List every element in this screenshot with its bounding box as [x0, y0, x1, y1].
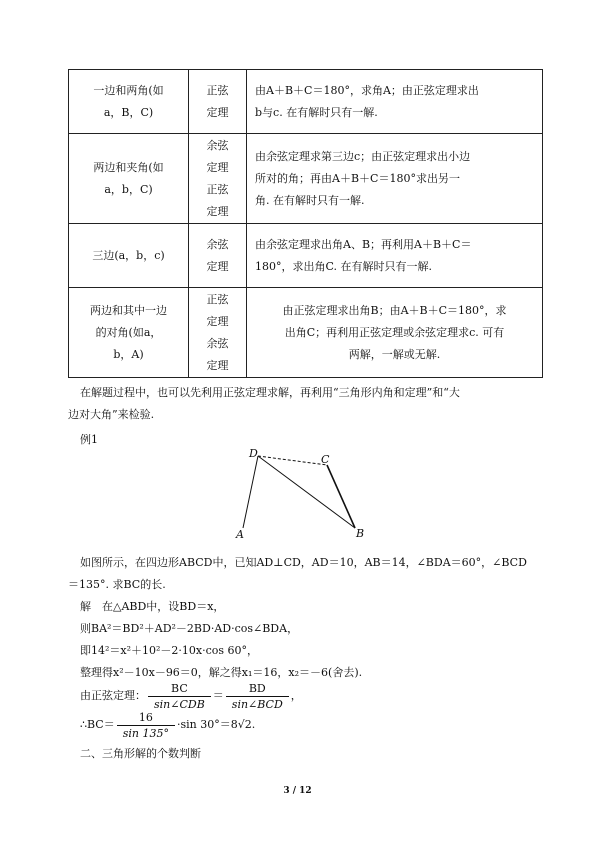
- method-cell: 由余弦定理求出角A、B；再利用A＋B＋C＝ 180°，求出角C. 在有解时只有一解.: [247, 224, 543, 288]
- method-cell: 由正弦定理求出角B；由A＋B＋C＝180°，求 出角C；再利用正弦定理或余弦定理求c. 可有 两解，一解或无解.: [247, 288, 543, 378]
- condition-cell: 两边和夹角(如 a，b，C): [69, 134, 189, 224]
- vertex-label-d: D: [249, 447, 258, 460]
- edge-cb: [327, 465, 355, 528]
- fraction: $\frac{BD}{\text{sin∠BCD}}$: [226, 681, 289, 712]
- method-cell: 由余弦定理求第三边c；由正弦定理求出小边 所对的角；再由A＋B＋C＝180°求出另一 角. 在有解时只有一解.: [247, 134, 543, 224]
- sine-law-equation: 由正弦定理： $\frac{BC}{\text{sin∠CDB}}$ ＝ $\frac{BD}{\text{sin∠BCD}}$ ，: [80, 681, 302, 711]
- edge-da: [243, 456, 258, 528]
- solution-line-4: 整理得x²－10x－96＝0，解之得x₁＝16，x₂＝－6(舍去).: [80, 666, 363, 679]
- solution-line-1: 解 在△ABD中，设BD＝x，: [80, 600, 225, 613]
- table-row: [69, 288, 543, 378]
- law-cell: 余弦 定理 正弦 定理: [189, 134, 247, 224]
- page-number: 3 / 12: [283, 786, 312, 796]
- vertex-label-a: A: [236, 528, 244, 541]
- quadrilateral-figure: [225, 444, 375, 544]
- vertex-label-b: B: [356, 527, 365, 540]
- law-cell: 余弦 定理: [189, 224, 247, 288]
- bc-result-equation: ∴BC＝ $\frac{16}{\sin 135^\circ}$ ·sin 30°＝8√2.: [80, 710, 256, 740]
- fraction: $\frac{BC}{\text{sin∠CDB}}$: [148, 681, 211, 712]
- law-cell: 正弦 定理 余弦 定理: [189, 288, 247, 378]
- edge-db: [258, 456, 355, 528]
- law-cell: 正弦 定理: [189, 70, 247, 134]
- example-label: 例1: [80, 433, 98, 446]
- table-row: [69, 134, 543, 224]
- solution-line-2: 则BA²＝BD²＋AD²－2BD·AD·cos∠BDA，: [80, 622, 299, 635]
- condition-cell: 两边和其中一边 的对角(如a， b，A): [69, 288, 189, 378]
- vertex-label-c: C: [321, 453, 330, 466]
- condition-cell: 三边(a，b，c): [69, 224, 189, 288]
- problem-statement: 如图所示，在四边形ABCD中，已知AD⊥CD，AD＝10，AB＝14，∠BDA＝60°，∠BCD ＝135°. 求BC的长.: [68, 556, 527, 591]
- method-cell: 由A＋B＋C＝180°，求角A；由正弦定理求出 b与c. 在有解时只有一解.: [247, 70, 543, 134]
- table-row: [69, 224, 543, 288]
- solution-line-3: 即14²＝x²＋10²－2·10x·cos 60°，: [80, 644, 259, 657]
- section-heading: 二、三角形解的个数判断: [80, 747, 201, 760]
- tip-paragraph: 在解题过程中，也可以先利用正弦定理求解，再利用“三角形内角和定理”和“大 边对大角”来检验.: [68, 386, 460, 421]
- condition-cell: 一边和两角(如 a，B，C): [69, 70, 189, 134]
- table-row: [69, 70, 543, 134]
- solution-methods-table: [68, 69, 543, 378]
- fraction: $\frac{16}{\sin 135^\circ}$: [117, 710, 175, 741]
